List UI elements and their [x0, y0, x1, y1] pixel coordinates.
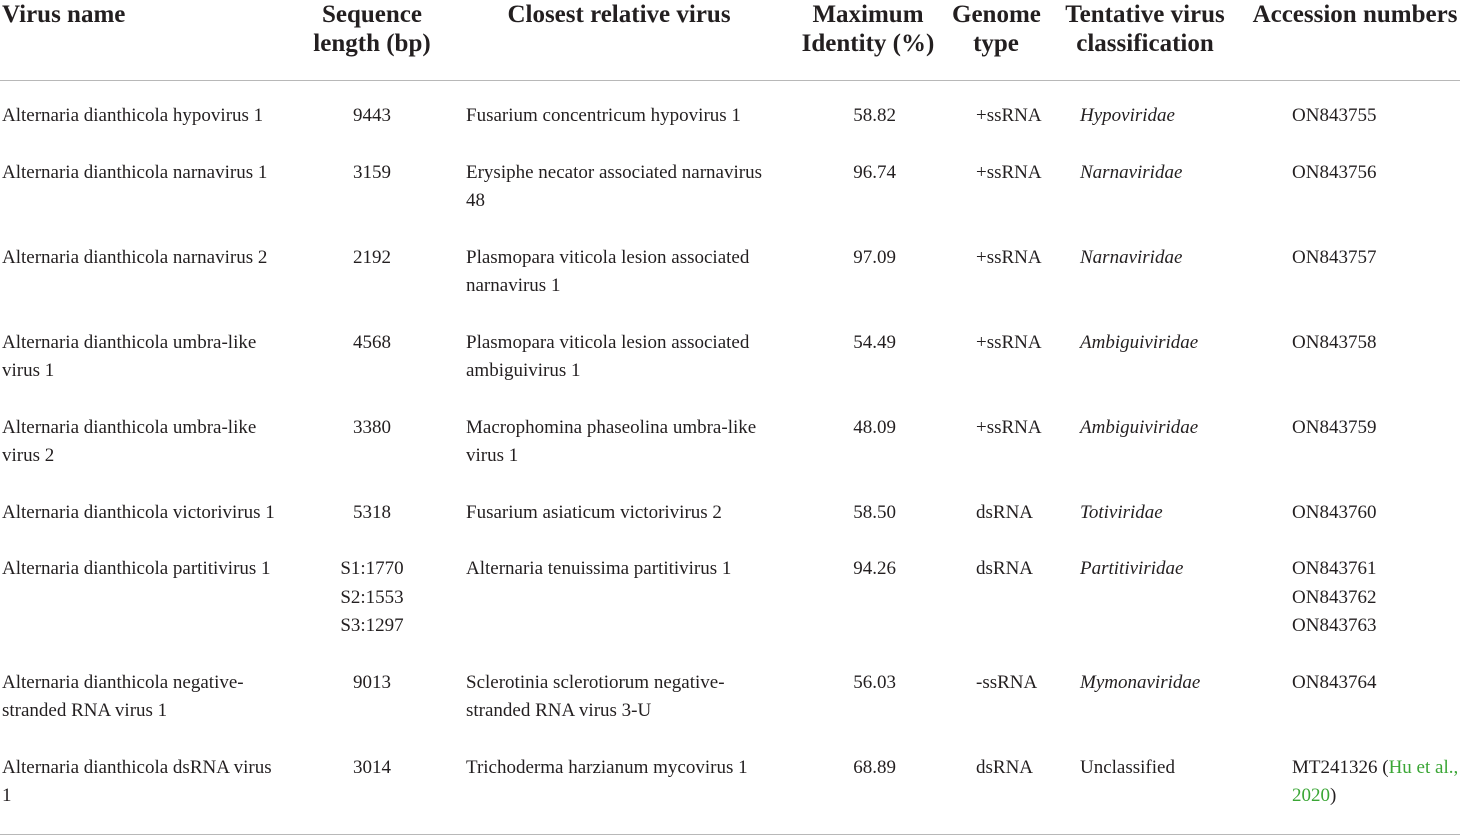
maximum-identity-cell: 58.50: [853, 501, 896, 523]
sequence-length-cell: [290, 536, 454, 650]
closest-relative-cell: Plasmopara viticola lesion associated narnavirus 1: [466, 246, 750, 296]
virus-name-cell: Alternaria dianthicola umbra-like virus 2: [2, 416, 257, 466]
accession-value: ON843755: [1292, 105, 1377, 126]
maximum-identity-cell: 94.26: [853, 558, 896, 579]
maximum-identity-cell: 68.89: [853, 756, 896, 778]
accession-cell: [1250, 140, 1460, 225]
virus-name-cell: Alternaria dianthicola narnavirus 2: [2, 246, 268, 268]
closest-relative-cell: Fusarium asiaticum victorivirus 2: [466, 501, 722, 523]
genome-type-cell: dsRNA: [976, 501, 1034, 523]
accession-value: ON843761: [1292, 558, 1377, 579]
maximum-identity-cell: 58.82: [853, 105, 896, 126]
accession-cell: [1250, 480, 1460, 537]
sequence-length-value: S1:1770: [340, 558, 404, 579]
virus-name-cell: Alternaria dianthicola negative-stranded RNA virus 1: [2, 671, 244, 721]
table-row: [0, 650, 1460, 735]
accession-value: ON843759: [1292, 416, 1377, 438]
header-genome-type: Genome type: [952, 1, 1041, 57]
classification-cell: Hypoviridae: [1080, 105, 1175, 126]
sequence-length-cell: [290, 395, 454, 480]
sequence-length-value: S3:1297: [340, 615, 404, 636]
table-row: [0, 225, 1460, 310]
header-sequence-length: Sequence length (bp): [313, 1, 431, 57]
genome-type-cell: +ssRNA: [976, 331, 1042, 353]
header-accession: Accession numbers: [1252, 1, 1458, 28]
closest-relative-cell: Alternaria tenuissima partitivirus 1: [466, 558, 732, 579]
sequence-length-cell: [290, 735, 454, 835]
classification-cell: Narnaviridae: [1080, 161, 1183, 183]
sequence-length-value: 3159: [353, 161, 391, 183]
maximum-identity-cell: 96.74: [853, 161, 896, 183]
genome-type-cell: dsRNA: [976, 558, 1034, 579]
closest-relative-cell: Macrophomina phaseolina umbra-like virus 1: [466, 416, 757, 466]
accession-value: ON843762: [1292, 586, 1377, 608]
sequence-length-value: 4568: [353, 331, 391, 353]
sequence-length-cell: [290, 310, 454, 395]
closest-relative-cell: Fusarium concentricum hypovirus 1: [466, 105, 741, 126]
accession-cell: [1250, 81, 1460, 140]
maximum-identity-cell: 54.49: [853, 331, 896, 353]
genome-type-cell: dsRNA: [976, 756, 1034, 778]
classification-cell: Ambiguiviridae: [1080, 331, 1199, 353]
sequence-length-value: 3380: [353, 416, 391, 438]
classification-cell: Mymonaviridae: [1080, 671, 1201, 693]
virus-name-cell: Alternaria dianthicola umbra-like virus 1: [2, 331, 257, 381]
sequence-length-value: 5318: [353, 501, 391, 523]
virus-name-cell: Alternaria dianthicola hypovirus 1: [2, 105, 264, 126]
citation-close-paren: ): [1330, 785, 1337, 806]
virus-name-cell: Alternaria dianthicola victorivirus 1: [2, 501, 275, 523]
accession-value: ON843764: [1292, 671, 1377, 693]
table-row: [0, 480, 1460, 537]
accession-cell: [1250, 735, 1460, 835]
genome-type-cell: -ssRNA: [976, 671, 1038, 693]
virus-name-cell: Alternaria dianthicola dsRNA virus 1: [2, 756, 272, 806]
genome-type-cell: +ssRNA: [976, 416, 1042, 438]
closest-relative-cell: Sclerotinia sclerotiorum negative-stranded RNA virus 3-U: [466, 671, 725, 721]
accession-value: ON843758: [1292, 331, 1377, 353]
header-virus-name: Virus name: [2, 1, 126, 28]
table-body: [0, 81, 1460, 835]
header-maximum-identity: Maximum Identity (%): [801, 1, 935, 57]
closest-relative-cell: Trichoderma harzianum mycovirus 1: [466, 756, 748, 778]
sequence-length-value: 2192: [353, 246, 391, 268]
accession-value: ON843757: [1292, 246, 1377, 268]
sequence-length-value: S2:1553: [340, 586, 404, 608]
sequence-length-value: 9013: [353, 671, 391, 693]
table-row: [0, 140, 1460, 225]
virus-name-cell: Alternaria dianthicola partitivirus 1: [2, 558, 271, 579]
sequence-length-cell: [290, 480, 454, 537]
classification-cell: Unclassified: [1080, 756, 1175, 778]
table-row: [0, 81, 1460, 140]
accession-cell: [1250, 536, 1460, 650]
table-row: [0, 536, 1460, 650]
classification-cell: Totiviridae: [1080, 501, 1163, 523]
classification-cell: Ambiguiviridae: [1080, 416, 1199, 438]
accession-value: ON843756: [1292, 161, 1377, 183]
table-row: [0, 310, 1460, 395]
accession-cell: [1250, 310, 1460, 395]
sequence-length-cell: [290, 650, 454, 735]
table-row: [0, 735, 1460, 835]
table-row: [0, 395, 1460, 480]
accession-value: MT241326: [1292, 756, 1378, 778]
maximum-identity-cell: 97.09: [853, 246, 896, 268]
sequence-length-cell: [290, 140, 454, 225]
accession-cell: [1250, 225, 1460, 310]
classification-cell: Narnaviridae: [1080, 246, 1183, 268]
genome-type-cell: +ssRNA: [976, 105, 1042, 126]
accession-cell: [1250, 650, 1460, 735]
closest-relative-cell: Erysiphe necator associated narnavirus 48: [466, 161, 762, 211]
citation-link[interactable]: Hu et al., 2020: [1292, 756, 1459, 806]
maximum-identity-cell: 56.03: [853, 671, 896, 693]
genome-type-cell: +ssRNA: [976, 161, 1042, 183]
classification-cell: Partitiviridae: [1080, 558, 1184, 579]
genome-type-cell: +ssRNA: [976, 246, 1042, 268]
virus-name-cell: Alternaria dianthicola narnavirus 1: [2, 161, 268, 183]
accession-value: ON843760: [1292, 501, 1377, 523]
header-closest-relative: Closest relative virus: [507, 1, 731, 28]
closest-relative-cell: Plasmopara viticola lesion associated ambiguivirus 1: [466, 331, 750, 381]
maximum-identity-cell: 48.09: [853, 416, 896, 438]
sequence-length-cell: [290, 81, 454, 140]
accession-value: ON843763: [1292, 615, 1377, 636]
sequence-length-cell: [290, 225, 454, 310]
table-header-row: [0, 0, 1460, 81]
accession-cell: [1250, 395, 1460, 480]
sequence-length-value: 9443: [353, 105, 391, 126]
citation-open-paren: (: [1377, 756, 1389, 778]
header-classification: Tentative virus classification: [1065, 1, 1225, 57]
sequence-length-value: 3014: [353, 756, 391, 778]
